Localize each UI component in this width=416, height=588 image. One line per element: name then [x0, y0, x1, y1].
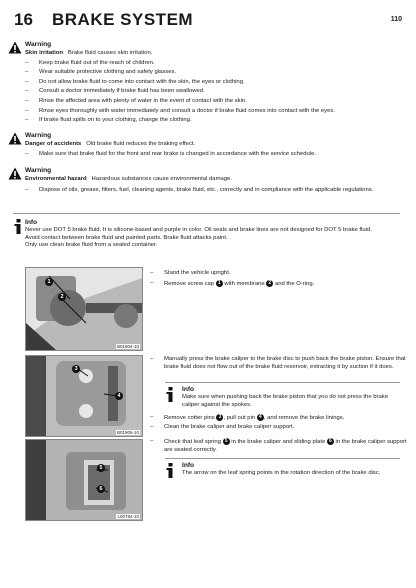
warning-triangle-icon — [8, 132, 22, 145]
warning-hazard-line — [25, 49, 400, 59]
callout-inline-5: 5 — [223, 438, 230, 445]
figure-label: B01906-10 — [116, 430, 139, 435]
callout-inline-4: 4 — [257, 414, 264, 421]
figure-label: L00784-10 — [117, 514, 139, 519]
step-check-leaf-spring: – Check that leaf spring 5 in the brake caliper and sliding plate 6 in the brake caliper support are seated correctly. — [150, 438, 407, 453]
chapter-number: 16 — [14, 10, 33, 29]
info-icon — [13, 219, 24, 234]
page-number: 110 — [390, 16, 402, 23]
warning-hazard: Skin irritation — [25, 50, 63, 56]
list-item: – Rinse eyes thoroughly with water immediately and consult a doctor if brake fluid comes into contact with the eyes. — [25, 107, 335, 114]
step-clean-caliper: – Clean the brake caliper and brake caliper support. — [150, 424, 295, 430]
figure-label: B01904-10 — [116, 344, 139, 349]
list-item: – Wear suitable protective clothing and safety glasses. — [25, 69, 177, 76]
warning-hazard: Environmental hazard — [25, 176, 87, 182]
warning-title: Warning — [25, 167, 52, 174]
figure-image — [26, 356, 142, 436]
info-icon — [165, 387, 176, 402]
step-press-caliper: – Manually press the brake caliper to the brake disc to push back the brake piston. Ensure that brake fluid does not flow out of the brake fluid reservoir, extracting it by suction if it does. — [150, 356, 406, 370]
info-line: Only use clean brake fluid from a sealed container. — [25, 242, 158, 249]
list-item: – Make sure that brake fluid for the front and rear brake is changed in accordance with the service schedule. — [25, 150, 317, 157]
info-title: Info — [25, 219, 38, 226]
callout-3: 3 — [72, 365, 80, 373]
chapter-title: BRAKE SYSTEM — [52, 10, 194, 29]
callout-inline-2: 2 — [266, 280, 273, 287]
warning-title: Warning — [25, 41, 52, 48]
list-item: – Consult a doctor immediately if brake fluid has been swallowed. — [25, 88, 205, 95]
info-box-dot5 — [13, 213, 400, 249]
info-line: Never use DOT 5 brake fluid. It is silicone-based and purple in color. Oil seals and brake lines are not designed for DOT 5 brake fluid. — [25, 227, 372, 233]
figure-image — [26, 268, 142, 350]
callout-1: 1 — [45, 278, 53, 286]
page-header — [14, 10, 402, 34]
warning-danger-of-accidents — [25, 131, 400, 159]
warning-hazard-line — [25, 175, 400, 185]
info-icon — [165, 463, 176, 478]
list-item: – Rinse the affected area with plenty of water in the event of contact with the skin. — [25, 97, 247, 104]
callout-5: 5 — [97, 464, 105, 472]
list-item: – If brake fluid spills on to your clothing, change the clothing. — [25, 117, 192, 124]
callout-inline-1: 1 — [216, 280, 223, 287]
callout-2: 2 — [58, 293, 66, 301]
step-stand-upright: – Stand the vehicle upright. — [150, 270, 231, 276]
warning-triangle-icon — [8, 167, 22, 180]
figure-image — [26, 440, 142, 520]
callout-inline-3: 3 — [216, 414, 223, 421]
list-item: – Keep brake fluid out of the reach of children. — [25, 59, 155, 66]
warning-hazard: Danger of accidents — [25, 141, 82, 147]
step-remove-screw-cap: – Remove screw cap 1 with membrane 2 and the O-ring. — [150, 280, 315, 288]
warning-triangle-icon — [8, 41, 22, 54]
step-remove-cotter-pins: – Remove cotter pins 3 , pull out pin 4 , and remove the brake linings. — [150, 414, 345, 422]
info-box-spokes — [165, 382, 400, 409]
figure-leaf-spring — [25, 439, 143, 521]
info-text: Make sure when pushing back the brake piston that you do not press the brake caliper against the spokes. — [182, 394, 388, 408]
info-line: Avoid contact between brake fluid and painted parts. Brake fluid attacks paint. — [25, 234, 228, 241]
callout-4: 4 — [115, 392, 123, 400]
info-title: Info — [182, 462, 195, 469]
callout-inline-6: 6 — [327, 438, 334, 445]
warning-hazard-text: Old brake fluid reduces the braking effect. — [86, 141, 196, 147]
info-text: The arrow on the leaf spring points in the rotation direction of the brake disc. — [182, 470, 381, 476]
list-item: – Do not allow brake fluid to come into contact with the skin, the eyes or clothing. — [25, 78, 245, 85]
warning-hazard-line — [25, 140, 400, 150]
info-box-leaf-spring — [165, 458, 400, 478]
warning-environmental-hazard — [25, 166, 400, 194]
info-title: Info — [182, 386, 195, 393]
figure-screw-cap — [25, 267, 143, 351]
callout-6: 6 — [97, 485, 105, 493]
figure-cotter-pins — [25, 355, 143, 437]
warning-hazard-text: Hazardous substances cause environmental damage. — [91, 176, 232, 182]
warning-hazard-text: Brake fluid causes skin irritation. — [67, 50, 153, 56]
warning-skin-irritation — [25, 40, 400, 126]
list-item: – Dispose of oils, grease, filters, fuel, cleaning agents, brake fluid, etc., correctly and in compliance with the applicable regulations. — [25, 186, 374, 193]
warning-title: Warning — [25, 132, 52, 139]
